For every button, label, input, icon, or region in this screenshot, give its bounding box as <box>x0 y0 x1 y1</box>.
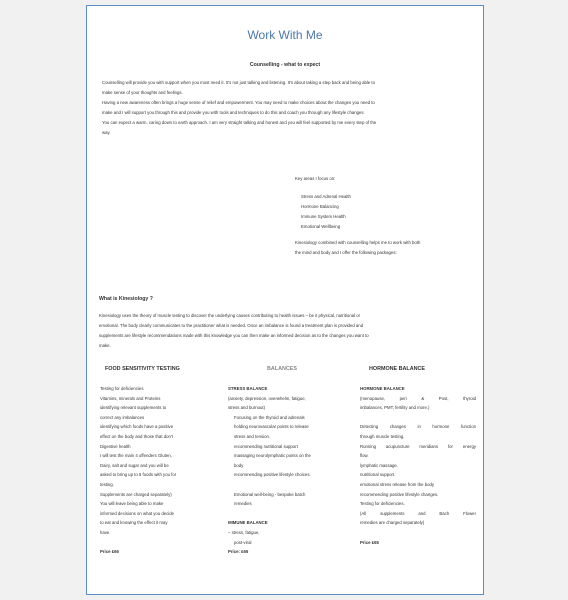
balances-heading: BALANCES <box>267 366 297 372</box>
hormone-balance-heading: HORMONE BALANCE <box>369 366 426 372</box>
intro-line: Having a new awareness often brings a huge sense of relief and empowerment. You may need to make choices about the changes you need to <box>102 100 375 105</box>
stress-indented-line: massaging neurolymphatic points on the <box>234 453 311 459</box>
stress-line: (anxiety, depression, overwhelm, fatigue, <box>228 395 306 401</box>
intro-line: make and I will support you through this and provide you with tools and techniques to do this and coach you through any lifestyle changes. <box>102 110 365 115</box>
stress-indented-line: holding neurovascular points to release <box>234 424 309 430</box>
hormone-intro-line: (menopause, peri & Post, thyroid <box>360 395 476 401</box>
food-line: You will leave being able to make <box>100 501 164 507</box>
key-area-item: Hormone Balancing <box>301 204 339 209</box>
food-line: Dairy, salt and sugar and you will be <box>100 462 169 468</box>
kinesiology-line: make. <box>99 343 111 348</box>
immune-line: – stress, fatigue, <box>228 529 260 535</box>
hormone-line: Detecting changes in hormone function <box>360 424 476 430</box>
stress-indented-line: body <box>234 462 244 468</box>
page-title: Work With Me <box>247 28 323 42</box>
key-area-item: Stress and Adrenal Health <box>301 194 351 199</box>
kinesiology-line: emotional. The body clearly communicates to the practitioner what is needed. Once an imbalance is found a treatment plan is provided and <box>99 323 364 328</box>
stress-indented-line: recommending nutritional support <box>234 443 298 449</box>
food-line: correct any imbalances <box>100 414 145 420</box>
food-price: Price £65 <box>100 549 119 555</box>
document-page <box>86 5 484 595</box>
emotional-line: Emotional well-being - bespoke batch <box>234 491 306 497</box>
food-line: to eat and knowing the effect it may <box>100 520 168 526</box>
key-area-item: Immune System Health <box>301 214 346 219</box>
hormone-line: Testing for deficiencies. <box>360 501 405 507</box>
intro-line: make sense of your thoughts and feelings. <box>102 90 183 95</box>
intro-line: You can expect a warm, caring down to earth approach. I am very straight talking and honest and you will feel supported by me every step of the <box>102 120 377 125</box>
hormone-line: nutritional support. <box>360 472 396 478</box>
food-line: testing. <box>100 481 114 487</box>
intro-line: Counselling will provide you with support when you most need it. It's not just talking and listening. It's about taking a step back and being able to <box>102 80 375 85</box>
food-sensitivity-heading: FOOD SENSITIVITY TESTING <box>105 366 180 372</box>
key-areas-block <box>295 174 465 258</box>
key-areas-closing: the mind and body and I offer the following packages: <box>295 250 397 255</box>
kinesiology-paragraph <box>99 311 471 351</box>
food-line: I will test the main 4 offenders Gluten, <box>100 453 172 459</box>
stress-line: stress and burnout) <box>228 405 266 411</box>
food-line: Digestive health <box>100 443 131 449</box>
key-areas-heading: Key areas I focus on: <box>295 176 336 181</box>
balances-column <box>228 384 346 557</box>
food-line: Supplements are charged separately) <box>100 491 172 497</box>
hormone-line: flow. <box>360 453 369 459</box>
food-line: identifying which foods have a positive <box>100 424 174 430</box>
immune-line: post-viral <box>234 539 252 545</box>
food-sensitivity-column <box>100 384 215 557</box>
hormone-line: emotional stress release from the body <box>360 481 435 487</box>
emotional-line: remedies <box>234 501 252 507</box>
stress-balance-heading: STRESS BALANCE <box>228 386 268 391</box>
balances-price: Price: £65 <box>228 549 249 555</box>
key-areas-closing: Kinesiology combined with counselling helps me to work with both <box>295 240 421 245</box>
kinesiology-line: supplements are lifestyle recommendations made with this knowledge you can then make an informed decision as to the changes you want to <box>99 333 369 338</box>
hormone-line: remedies are charged separately) <box>360 520 425 526</box>
food-line: Vitamins, minerals and Proteins <box>100 395 161 401</box>
food-line: have. <box>100 529 111 535</box>
food-line: Testing for deficiencies <box>100 386 144 391</box>
key-area-item: Emotional Wellbeing <box>301 224 341 229</box>
hormone-column <box>360 384 476 547</box>
food-line: identifying relevant supplements to <box>100 405 167 411</box>
stress-indented-line: Focusing on the thyroid and adrenals <box>234 414 305 420</box>
hormone-intro-line: imbalances, PMT, fertility and more.) <box>360 405 430 411</box>
kinesiology-line: Kinesiology uses the theory of muscle testing to discover the underlying causes contributing to health issues – be it physical, nutritional or <box>99 313 361 318</box>
intro-line: way. <box>102 130 111 135</box>
hormone-sub-heading: HORMONE BALANCE <box>360 386 405 391</box>
hormone-line: recommending positive lifestyle changes. <box>360 491 439 497</box>
hormone-line: (All supplements and Bach Flower <box>360 510 476 516</box>
food-line: effect on the body and those that don't <box>100 433 173 439</box>
kinesiology-heading: What is Kinesiology ? <box>99 296 153 302</box>
intro-paragraph <box>102 78 472 138</box>
stress-indented-line: stress and tension. <box>234 433 271 439</box>
food-line: informed decisions on what you decide <box>100 510 175 516</box>
food-line: asked to bring up to 6 foods with you for <box>100 472 177 478</box>
hormone-price: Price £65 <box>360 539 379 545</box>
hormone-line: through muscle testing. <box>360 433 405 439</box>
stress-indented-line: recommending positive lifestyle choices. <box>234 472 311 478</box>
hormone-line: lymphatic massage. <box>360 462 398 468</box>
section-subtitle: Counselling - what to expect <box>249 62 321 68</box>
hormone-line: Running acupuncture meridians for energy <box>360 443 476 449</box>
immune-balance-heading: IMMUNE BALANCE <box>228 520 268 526</box>
